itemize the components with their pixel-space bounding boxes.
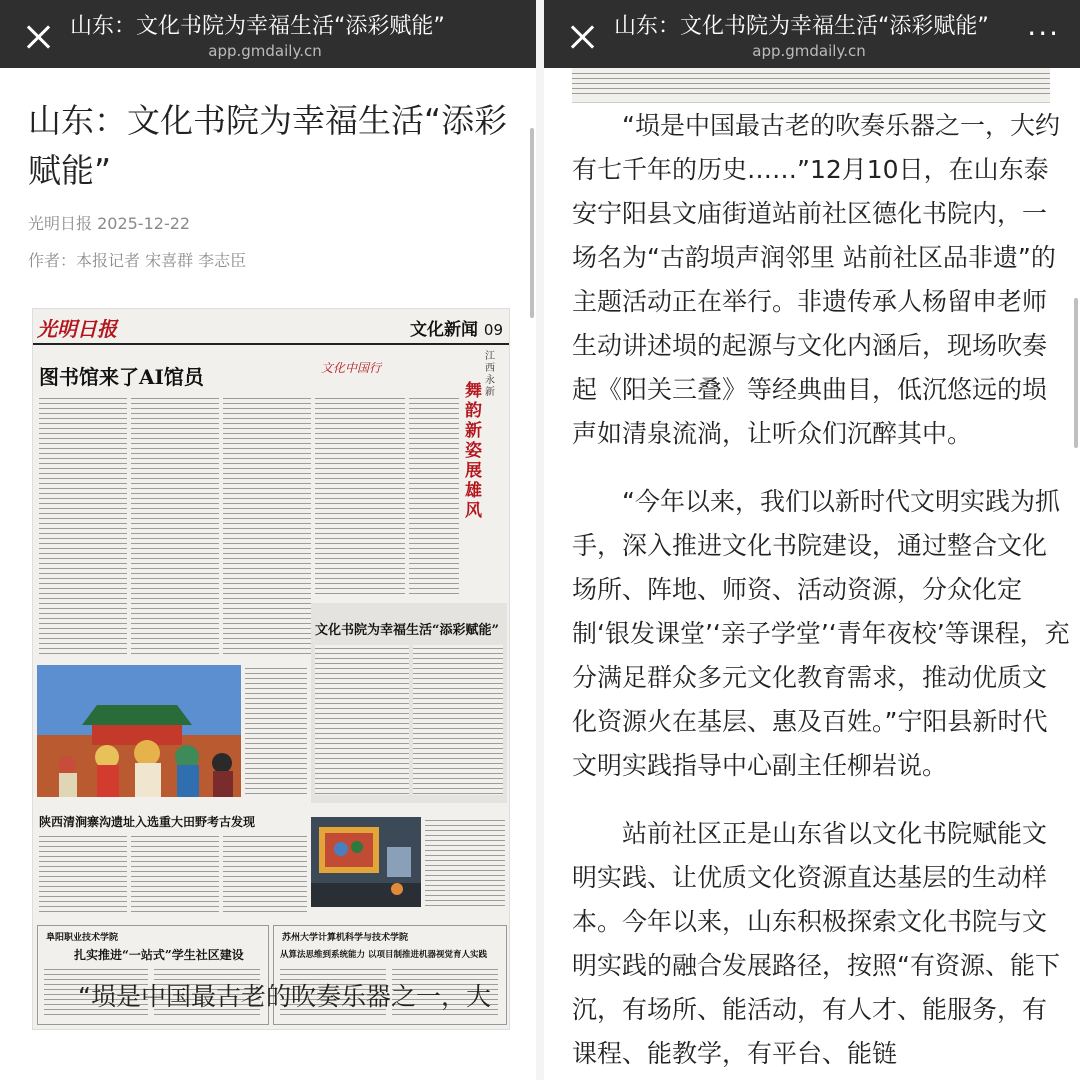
opera-performance-photo xyxy=(37,665,241,797)
gallery-photo xyxy=(311,817,421,907)
text-column xyxy=(315,395,405,595)
article-body xyxy=(572,104,1070,1080)
vertical-title: 舞韵新姿展雄风 xyxy=(465,381,482,521)
text-column xyxy=(245,665,307,795)
banner-culture-china: 文化中国行 xyxy=(321,361,382,375)
newspaper-section xyxy=(410,315,503,340)
panel-divider xyxy=(536,0,544,1080)
text-column xyxy=(39,833,127,913)
text-column xyxy=(315,645,409,795)
paragraph-2: “今年以来，我们以新时代文明实践为抓手，深入推进文化书院建设，通过整合文化场所、阵地、师资、活动资源，分众化定制‘银发课堂’‘亲子学堂’‘青年夜校’等课程，充分满足群众多元文化教育需求，推动优质文化资源火在基层、惠及百姓。”宁阳县新时代文明实践指导中心副主任柳岩说。 xyxy=(572,487,1070,780)
article-content[interactable] xyxy=(544,68,1080,1080)
headline-machine-vision: 从算法思维到系统能力 以项目制推进机器视觉育人实践 xyxy=(280,950,487,960)
newspaper-logo: 光明日报 xyxy=(37,317,117,341)
headline-archaeology: 陕西清涧寨沟遗址入选重大田野考古发现 xyxy=(39,815,256,829)
text-column xyxy=(572,70,1050,98)
text-column xyxy=(223,395,311,655)
newspaper-page-image xyxy=(32,308,510,1030)
browser-top-bar xyxy=(0,0,536,68)
section-name: 文化新闻 xyxy=(409,320,478,340)
text-column xyxy=(409,395,459,595)
text-column xyxy=(223,833,307,913)
article-body-snippet: “埙是中国最古老的吹奏乐器之一，大 xyxy=(78,982,491,1011)
close-icon[interactable] xyxy=(566,20,600,54)
bar-title: 山东：文化书院为幸福生活“添彩赋能” xyxy=(614,14,989,39)
left-browser-panel xyxy=(0,0,536,1080)
paragraph-3: 站前社区正是山东省以文化书院赋能文明实践、让优质文化资源直达基层的生动样本。今年以来，山东积极探索文化书院与文明实践的融合发展路径，按照“有资源、能下沉，有场所、能活动，有人才、能服务，有课程、能教学，有平台、能链 xyxy=(572,819,1060,1068)
school-name-2: 苏州大学计算机科学与技术学院 xyxy=(282,933,409,943)
headline-ai-librarian: 图书馆来了AI馆员 xyxy=(39,365,204,389)
article-date: 光明日报 2025-12-22 xyxy=(28,214,191,233)
headline-culture-academy: 文化书院为幸福生活“添彩赋能” xyxy=(315,623,499,638)
school-name-1: 阜阳职业技术学院 xyxy=(46,933,119,943)
right-browser-panel xyxy=(544,0,1080,1080)
close-icon[interactable] xyxy=(22,20,56,54)
text-column xyxy=(425,817,505,907)
newspaper-image-bottom-edge xyxy=(572,68,1050,103)
headline-student-community: 扎实推进“一站式”学生社区建设 xyxy=(74,948,244,962)
scrollbar-thumb[interactable] xyxy=(1074,298,1078,448)
text-column xyxy=(131,395,219,655)
bar-title: 山东：文化书院为幸福生活“添彩赋能” xyxy=(70,14,445,39)
vertical-kicker: 江西永新 xyxy=(485,351,495,398)
bar-url: app.gmdaily.cn xyxy=(208,42,322,60)
paragraph-1: “埙是中国最古老的吹奏乐器之一，大约有七千年的历史……”12月10日，在山东泰安宁阳县文庙街道站前社区德化书院内，一场名为“古韵埙声润邻里 站前社区品非遗”的主题活动正在举行。非遗传承人杨留申老师生动讲述埙的起源与文化内涵后，现场吹奏起《阳关三叠》等经典曲目，低沉悠远的埙声如清泉流淌，让听众们沉醉其中。 xyxy=(572,111,1060,448)
article-title: 山东：文化书院为幸福生活“添彩赋能” xyxy=(28,101,508,190)
bar-url: app.gmdaily.cn xyxy=(752,42,866,60)
text-column xyxy=(39,395,127,655)
text-column xyxy=(413,645,503,795)
text-column xyxy=(131,833,219,913)
article-content[interactable] xyxy=(0,68,536,1080)
page-number: 09 xyxy=(483,321,503,339)
scrollbar-thumb[interactable] xyxy=(530,128,534,318)
article-authors: 作者：本报记者 宋喜群 李志臣 xyxy=(28,251,247,270)
browser-top-bar xyxy=(544,0,1080,68)
more-icon[interactable]: ··· xyxy=(1027,17,1060,50)
newspaper-masthead xyxy=(33,309,509,345)
